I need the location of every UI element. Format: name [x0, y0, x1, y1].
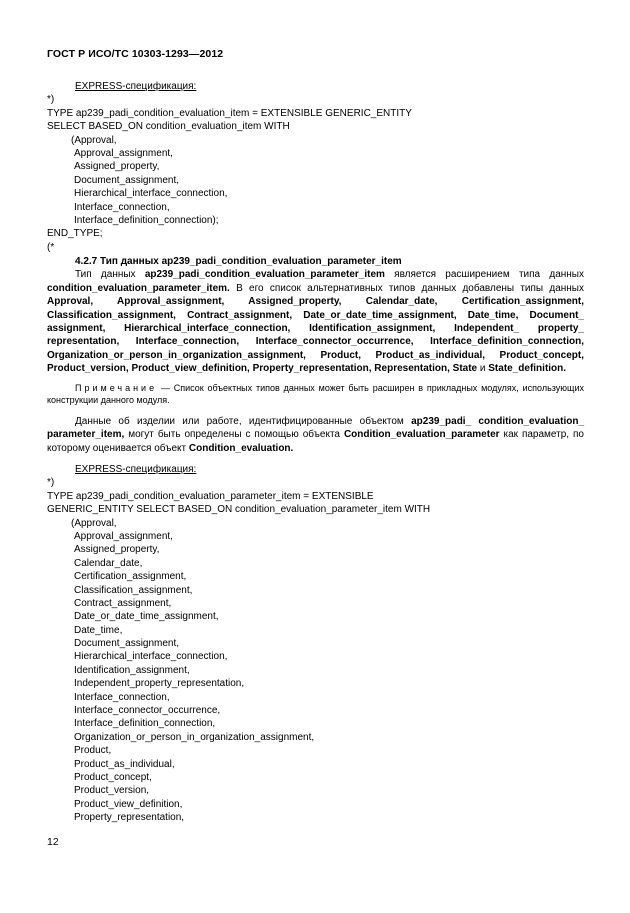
select-item: Organization_or_person_in_organization_assignment, — [74, 731, 315, 743]
section-paragraph-2 — [47, 415, 584, 455]
text-run: В его список альтернативных типов данных добавлены типы данных — [229, 282, 584, 294]
code-open-marker: *) — [47, 477, 55, 489]
type-name: State_definition. — [488, 363, 567, 375]
type-name: ap239_padi_ condition_evaluation_ parameter_item, — [47, 415, 585, 441]
section-heading: 4.2.7 Тип данных ap239_padi_condition_evaluation_parameter_item — [75, 256, 402, 267]
end-type: END_TYPE; — [47, 228, 103, 240]
select-item: Interface_connection, — [74, 691, 170, 703]
page-number: 12 — [47, 836, 59, 848]
express-block-2 — [47, 463, 584, 825]
select-item: Approval_assignment, — [74, 147, 173, 159]
select-item: Product_as_individual, — [74, 758, 175, 770]
section-paragraph-1 — [47, 268, 584, 375]
select-item: Product_view_definition, — [74, 798, 183, 810]
select-item: Interface_connector_occurrence, — [74, 705, 221, 717]
select-item: Hierarchical_interface_connection, — [74, 188, 228, 200]
select-item: Identification_assignment, — [74, 664, 190, 676]
express-block-1 — [47, 80, 584, 254]
select-item: (Approval, — [71, 134, 117, 146]
select-item: Calendar_date, — [74, 557, 143, 569]
type-name: condition_evaluation_parameter_item. — [47, 282, 230, 294]
text-run: могут быть определены с помощью объекта — [124, 429, 344, 441]
type-declaration-line: TYPE ap239_padi_condition_evaluation_item = EXTENSIBLE GENERIC_ENTITY — [47, 107, 412, 119]
note-text: — Список объектных типов данных может быть расширен в прикладных модулях, использующих конструкции данного модуля. — [47, 382, 584, 406]
text-run: Данные об изделии или работе, идентифицированные объектом — [75, 415, 412, 427]
note — [47, 382, 584, 407]
select-item: Document_assignment, — [74, 174, 180, 186]
express-spec-label: EXPRESS-спецификация: — [75, 81, 197, 92]
code-close-marker: (* — [47, 241, 55, 253]
text-run: является расширением типа данных — [384, 269, 584, 281]
select-item: Assigned_property, — [74, 161, 160, 173]
select-item-list — [47, 530, 584, 825]
select-item: (Approval, — [71, 517, 117, 529]
select-item: Product, — [74, 745, 112, 757]
select-item: Product_concept, — [74, 771, 152, 783]
select-item: Interface_connection, — [74, 201, 170, 213]
select-item: Approval_assignment, — [74, 530, 173, 542]
page-header: ГОСТ Р ИСО/ТС 10303-1293—2012 — [47, 48, 224, 60]
note-label: Примечание — [75, 382, 158, 393]
select-item: Product_version, — [74, 785, 150, 797]
type-declaration-line: GENERIC_ENTITY SELECT BASED_ON condition_evaluation_parameter_item WITH — [47, 504, 431, 516]
select-item: Property_representation, — [74, 812, 185, 824]
select-item: Certification_assignment, — [74, 571, 187, 583]
text-run: Тип данных — [75, 269, 145, 281]
select-item: Assigned_property, — [74, 544, 160, 556]
select-item: Date_time, — [74, 624, 123, 636]
type-list: Approval, Approval_assignment, Assigned_property, Calendar_date, Certification_assignment, Classification_assignment, Contract_assignment, Date_or_date_time_assignment, Date_time, Document_ assignment, Hierarchical_interface_connection, Identification_assignment, Independent_ property_ representation, Interface_connection, Interface_connector_occurrence, Interface_definition_connection, Organization_or_person_in_organization_assignment, Product, Product_as_individual, Product_concept, Product_version, Product_view_definition, Property_representation, Representation, State — [47, 296, 584, 375]
entity-name: Condition_evaluation_parameter — [343, 429, 500, 441]
select-item: Contract_assignment, — [74, 597, 172, 609]
type-name: ap239_padi_condition_evaluation_parameter_item — [144, 269, 385, 281]
express-spec-label: EXPRESS-спецификация: — [75, 464, 197, 475]
select-item: Document_assignment, — [74, 638, 180, 650]
select-item: Date_or_date_time_assignment, — [74, 611, 219, 623]
entity-name: Condition_evaluation. — [188, 442, 294, 454]
select-item: Independent_property_representation, — [74, 678, 245, 690]
select-item: Classification_assignment, — [74, 584, 193, 596]
type-declaration-line: TYPE ap239_padi_condition_evaluation_parameter_item = EXTENSIBLE — [47, 490, 374, 502]
code-open-marker: *) — [47, 94, 55, 106]
text-run: как параметр, по которому оценивается объект — [47, 429, 584, 454]
select-item: Hierarchical_interface_connection, — [74, 651, 228, 663]
text-run: и — [477, 363, 489, 375]
select-item: Interface_definition_connection, — [74, 718, 216, 730]
section-4-2-7 — [47, 255, 584, 455]
type-declaration-line: SELECT BASED_ON condition_evaluation_item WITH — [47, 121, 290, 133]
select-item: Interface_definition_connection); — [74, 214, 219, 226]
